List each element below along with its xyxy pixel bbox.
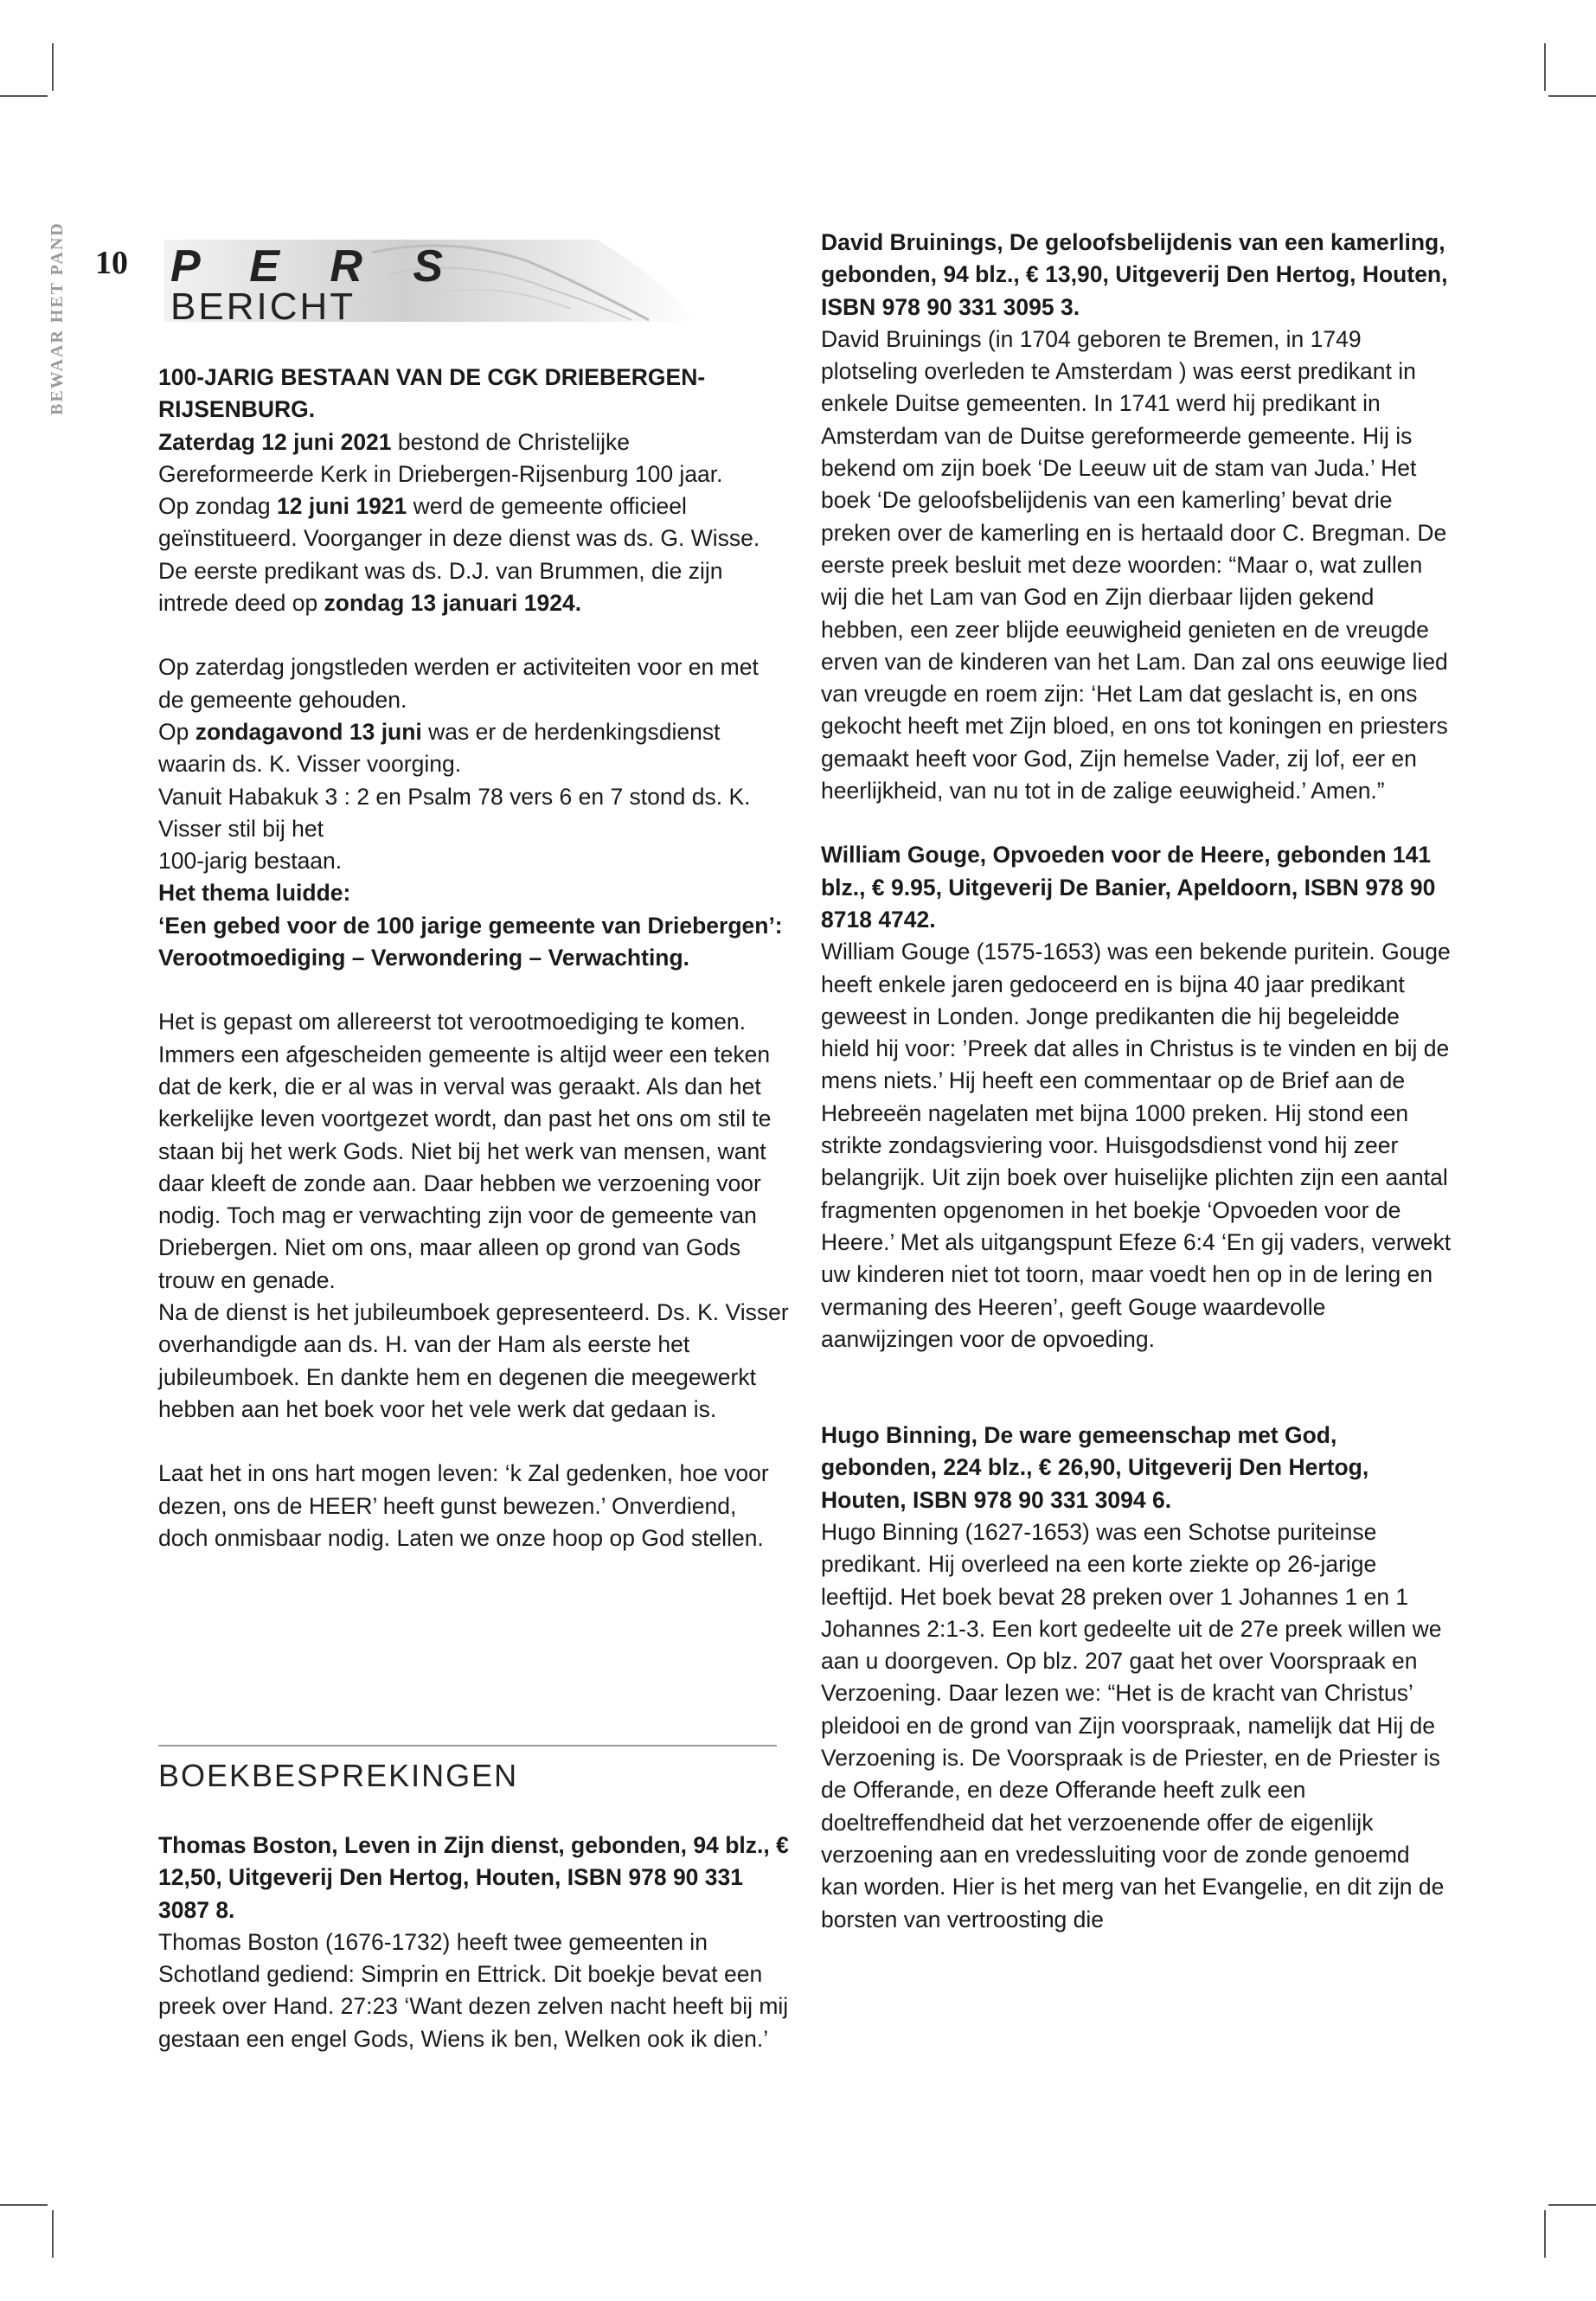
- side-label: BEWAAR HET PAND: [48, 221, 67, 415]
- paragraph: De eerste predikant was ds. D.J. van Brummen, die zijn intrede deed op zondag 13 januari 1924.: [158, 557, 723, 617]
- crop-mark: [1544, 43, 1546, 91]
- crop-mark: [1548, 2204, 1596, 2206]
- paragraph: Op zaterdag jongstleden werden er activiteiten voor en met de gemeente gehouden.: [158, 654, 759, 713]
- review-boston: [158, 1830, 790, 2055]
- crop-mark: [0, 95, 48, 97]
- paragraph: 100-jarig bestaan.: [158, 848, 343, 875]
- review-text: David Bruinings (in 1704 geboren te Bremen, in 1749 plotseling overleden te Amsterdam ) was eerst predikant in enkele Duitse gemeenten. In 1741 werd hij predikant in Amsterdam van de Duitse gereformeerde gemeente. Hij is bekend om zijn boek ‘De Leeuw uit de stam van Juda.’ Het boek ‘De geloofsbelijdenis van een kamerling’ bevat drie preken over de kamerling en is hertaald door C. Bregman. De eerste preek besluit met deze woorden: “Maar o, wat zullen wij die het Lam van God en Zijn dierbaar lijden gekend hebben, een zeer blijde eeuwigheid genieten en de vreugde erven van de kinderen van het Lam. Dan zal ons eeuwige lied van vreugde en roem zijn: ‘Het Lam dat geslacht is, en ons gekocht heeft met Zijn bloed, en ons tot koningen en priesters gemaakt heeft voor God, Zijn hemelse Vader, zij lof, eer en heerlijkheid, van nu tot in de zalige eeuwigheid.’ Amen.”: [821, 325, 1448, 804]
- crop-mark: [1548, 95, 1596, 97]
- review-title: Thomas Boston, Leven in Zijn dienst, gebonden, 94 blz., € 12,50, Uitgeverij Den Hertog, Houten, ISBN 978 90 331 3087 8.: [158, 1832, 789, 1923]
- header-title-bericht: BERICHT: [170, 285, 356, 328]
- theme-label: Het thema luidde:: [158, 880, 351, 907]
- paragraph: Laat het in ons hart mogen leven: ‘k Zal gedenken, hoe voor dezen, ons de HEER’ heeft gunst bewezen.’ Onverdiend, doch onmisbaar nodig. Laten we onze hoop op God stellen.: [158, 1460, 769, 1551]
- paragraph: Vanuit Habakuk 3 : 2 en Psalm 78 vers 6 en 7 stond ds. K. Visser stil bij het: [158, 783, 751, 842]
- paragraph: Op zondagavond 13 juni was er de herdenkingsdienst waarin ds. K. Visser voorging.: [158, 718, 721, 778]
- paragraph: Op zondag 12 juni 1921 werd de gemeente officieel geïnstitueerd. Voorganger in deze dienst was ds. G. Wisse.: [158, 493, 760, 552]
- review-title: David Bruinings, De geloofsbelijdenis van een kamerling, gebonden, 94 blz., € 13,90, Uitgeverij Den Hertog, Houten, ISBN 978 90 331 3095 3.: [821, 229, 1448, 320]
- review-text: William Gouge (1575-1653) was een bekende puritein. Gouge heeft enkele jaren gedoceerd en is bijna 40 jaar predikant geweest in Londen. Jonge predikanten die hij begeleidde hield hij voor: ’Preek dat alles in Christus is te vinden en bij de mens niets.’ Hij heeft een commentaar op de Brief aan de Hebreeën nagelaten met bijna 1000 preken. Hij stond een strikte zondagsviering voor. Huisgodsdienst vond hij zeer belangrijk. Uit zijn boek over huiselijke plichten zijn een aantal fragmenten opgenomen in het boekje ‘Opvoeden voor de Heere.’ Met als uitgangspunt Efeze 6:4 ‘En gij vaders, verwekt uw kinderen niet tot toorn, maar voedt hen op in de lering en vermaning des Heeren’, geeft Gouge waardevolle aanwijzingen voor de opvoeding.: [821, 939, 1452, 1352]
- review-text: Thomas Boston (1676-1732) heeft twee gemeenten in Schotland gediend: Simprin en Ettrick. Dit boekje bevat een preek over Hand. 27:23 ‘Want dezen zelven nacht heeft bij mij gestaan een engel Gods, Wiens ik ben, Welken ook ik dien.’: [158, 1928, 789, 2052]
- crop-mark: [0, 2204, 48, 2206]
- theme-title: ‘Een gebed voor de 100 jarige gemeente van Driebergen’:: [158, 912, 783, 939]
- crop-mark: [1544, 2210, 1546, 2258]
- page-number: 10: [95, 245, 128, 281]
- crop-mark: [52, 2210, 54, 2258]
- paragraph: Zaterdag 12 juni 2021 bestond de Christelijke Gereformeerde Kerk in Driebergen-Rijsenburg 100 jaar.: [158, 428, 723, 487]
- right-column: [821, 227, 1452, 1936]
- left-column: [158, 362, 790, 1554]
- review-title: Hugo Binning, De ware gemeenschap met God, gebonden, 224 blz., € 26,90, Uitgeverij Den Hertog, Houten, ISBN 978 90 331 3094 6.: [821, 1422, 1369, 1513]
- section-title: BOEKBESPREKINGEN: [158, 1758, 519, 1793]
- paragraph: Het is gepast om allereerst tot verootmoediging te komen. Immers een afgescheiden gemeente is altijd weer een teken dat de kerk, die er al was in verval was geraakt. Als dan het kerkelijke leven voortgezet wordt, dan past het ons om stil te staan bij het werk Gods. Niet bij het werk van mensen, want daar kleeft de zonde aan. Daar hebben we verzoening voor nodig. Toch mag er verwachting zijn voor de gemeente van Driebergen. Niet om ons, maar alleen op grond van Gods trouw en genade.: [158, 1009, 772, 1293]
- article-title: 100-JARIG BESTAAN VAN DE CGK DRIEBERGEN-RIJSENBURG.: [158, 364, 706, 423]
- header-title-pers: P E R S: [170, 241, 463, 292]
- theme-words: Verootmoediging – Verwondering – Verwachting.: [158, 945, 690, 971]
- paragraph: Na de dienst is het jubileumboek gepresenteerd. Ds. K. Visser overhandigde aan ds. H. van der Ham als eerste het jubileumboek. En dankte hem en degenen die meegewerkt hebben aan het boek voor het vele werk dat gedaan is.: [158, 1299, 789, 1422]
- review-text: Hugo Binning (1627-1653) was een Schotse puriteinse predikant. Hij overleed na een korte ziekte op 26-jarige leeftijd. Het boek bevat 28 preken over 1 Johannes 1 en 1 Johannes 2:1-3. Een kort gedeelte uit de 27e preek willen we aan u doorgeven. Op blz. 207 gaat het over Voorspraak en Verzoening. Daar lezen we: “Het is de kracht van Christus’ pleidooi en de grond van Zijn voorspraak, namelijk dat Hij de Verzoening is. De Voorspraak is de Priester, en de Priester is de Offerande, en deze Offerande heeft zulk een doeltreffendheid dat het verzoenende offer de eigenlijk verzoening aan en vredessluiting voor de zonde genoemd kan worden. Hier is het merg van het Evangelie, en dit zijn de borsten van vertroosting die: [821, 1518, 1445, 1932]
- review-title: William Gouge, Opvoeden voor de Heere, gebonden 141 blz., € 9.95, Uitgeverij De Banier, Apeldoorn, ISBN 978 90 8718 4742.: [821, 842, 1436, 933]
- section-divider: [158, 1745, 777, 1747]
- crop-mark: [52, 43, 54, 91]
